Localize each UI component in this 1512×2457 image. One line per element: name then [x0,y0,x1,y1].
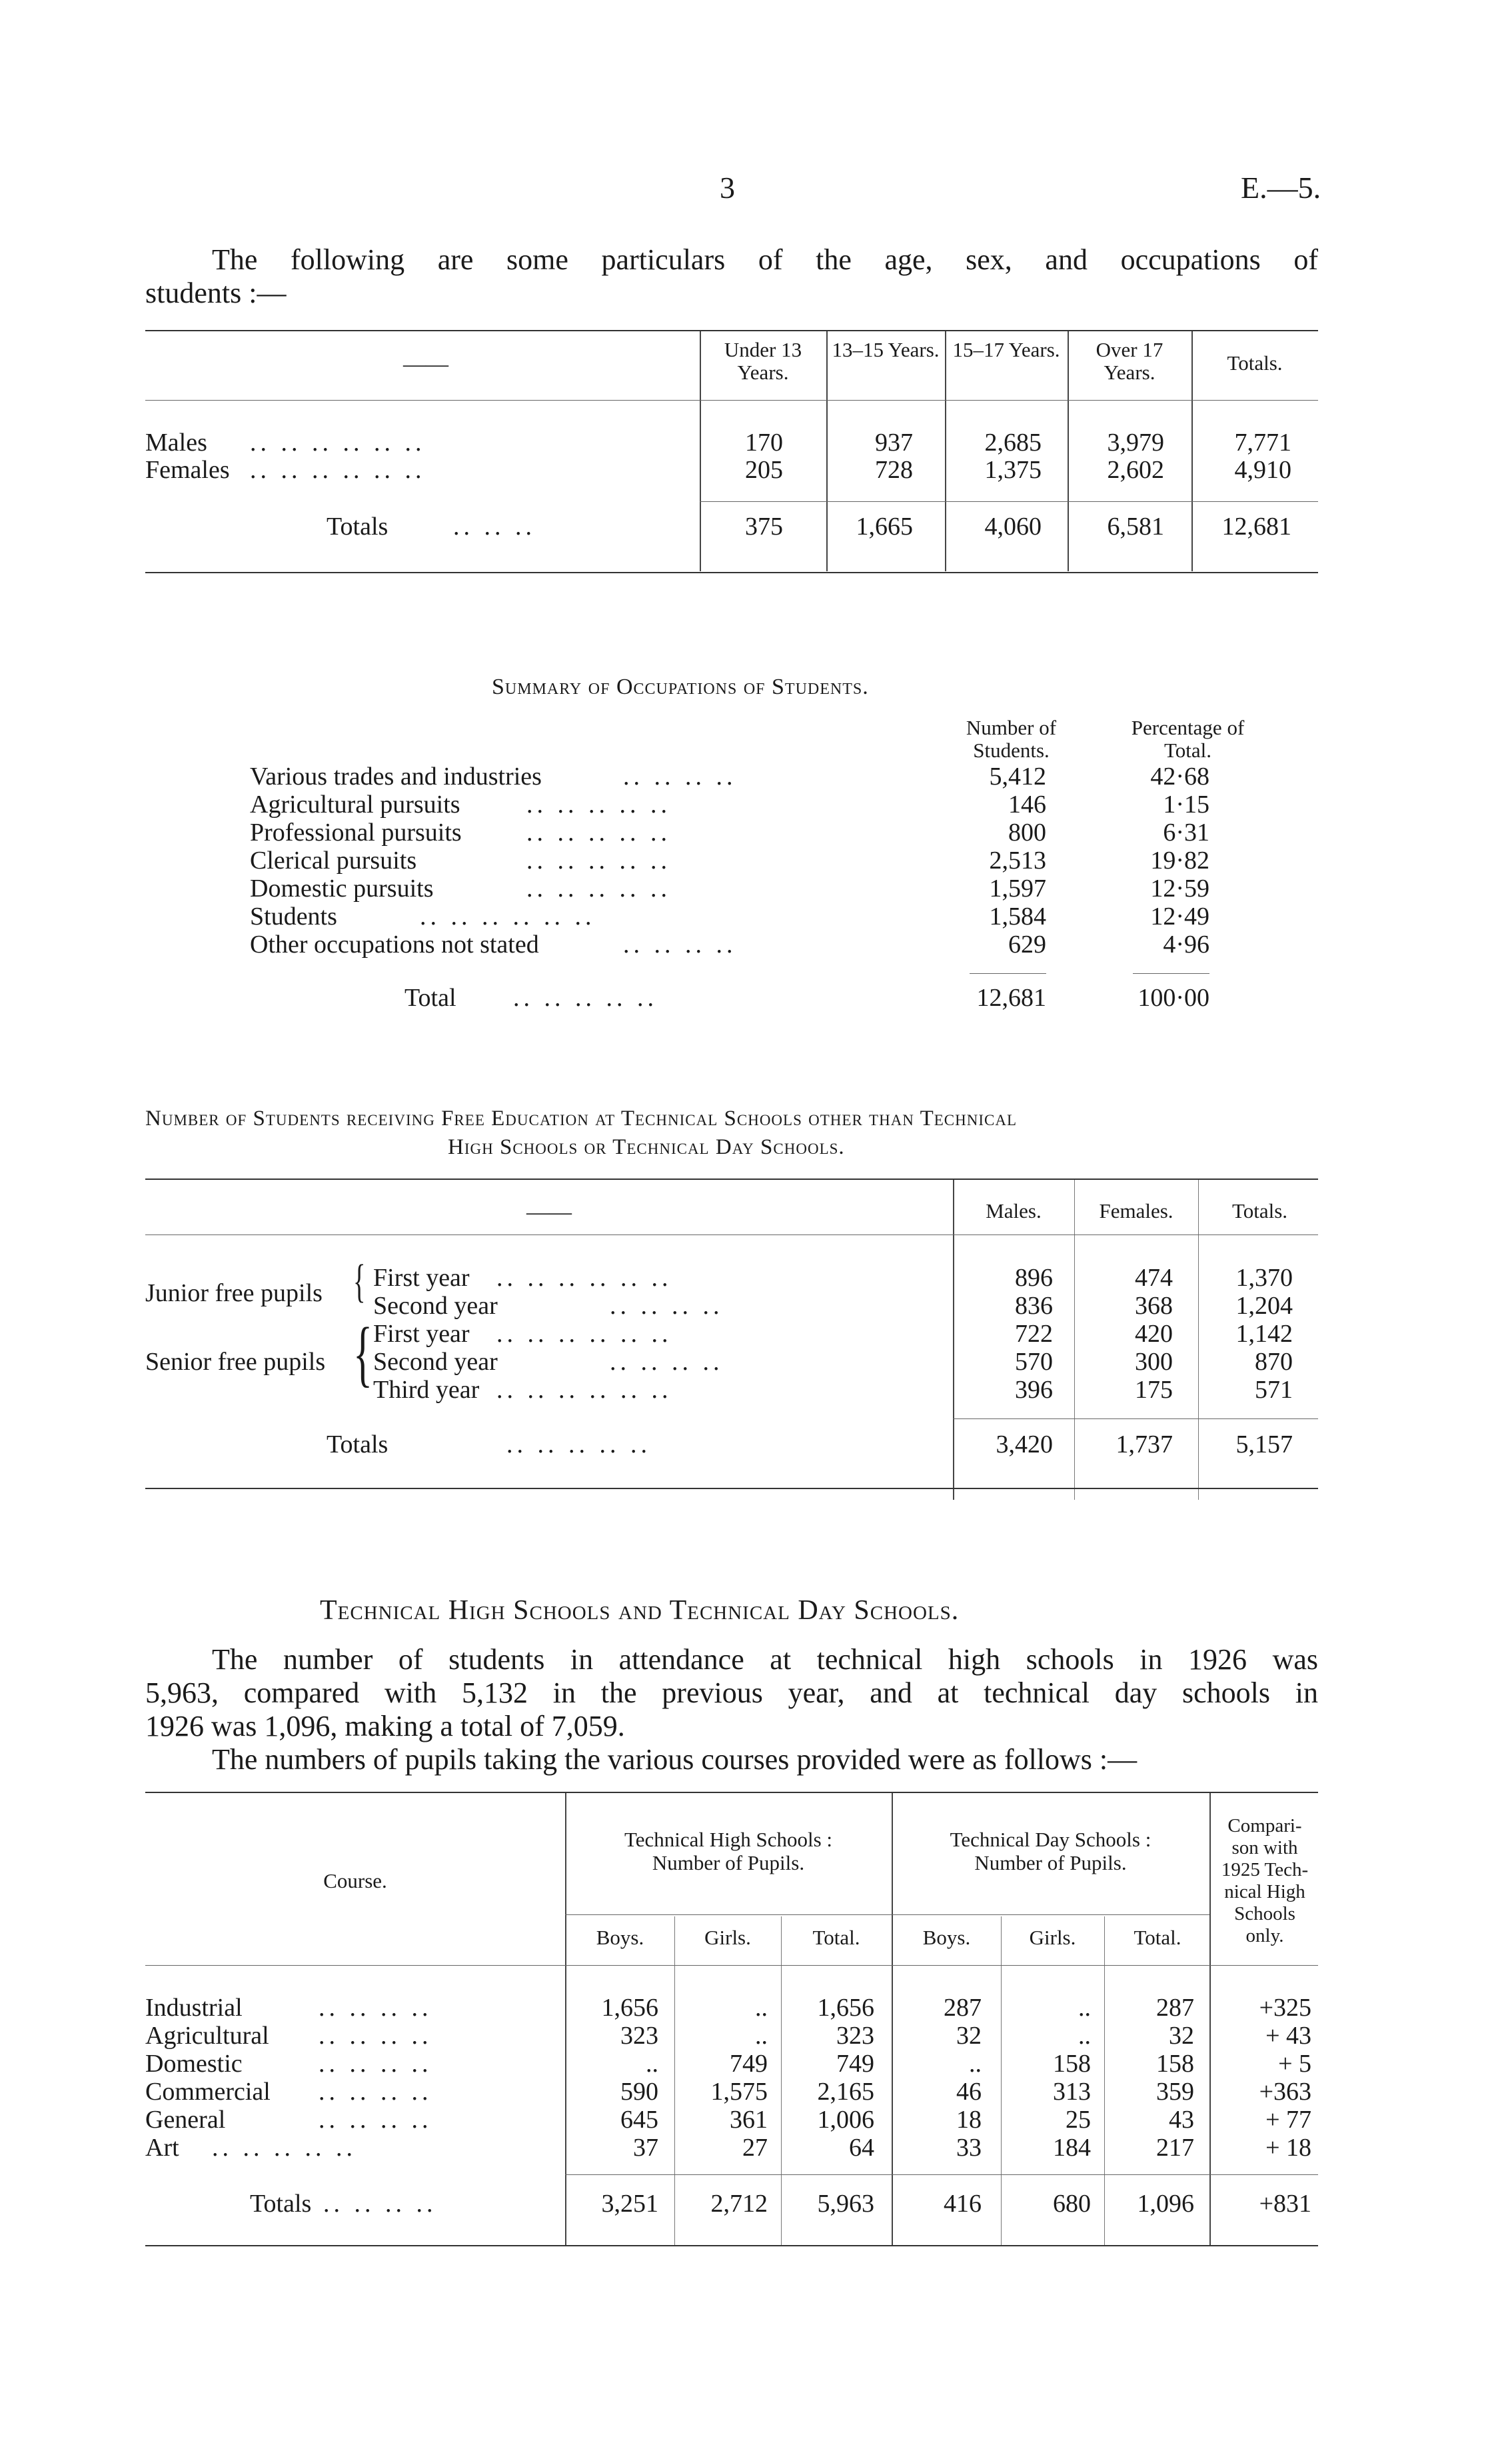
free-education-title-line1: Number of Students receiving Free Education at Technical Schools other than Technical [145,1107,1017,1131]
cell: 375 [745,513,783,541]
cell: 12,681 [1221,513,1291,541]
cell: 3,979 [1107,429,1164,457]
cell: 4,910 [1234,456,1291,484]
cell: 6,581 [1107,513,1164,541]
cell: 2,602 [1107,456,1164,484]
header-13-15: 13–15 Years. [832,338,940,361]
header-high-line2: Number of Pupils. [652,1851,805,1874]
row-label: Males [145,429,207,457]
header-totals: Totals. [1227,351,1283,375]
cell: 205 [745,456,783,484]
totals-label: Totals [327,513,388,541]
header-day-line2: Number of Pupils. [974,1851,1127,1874]
page-number: 3 [720,171,735,205]
technical-title: Technical High Schools and Technical Day Schools. [320,1595,960,1626]
brace-icon: { [353,1312,373,1394]
occupations-title: Summary of Occupations of Students. [492,675,869,699]
document-code: E.—5. [1241,171,1321,205]
group-label: Junior free pupils [145,1279,323,1307]
row-label: Females [145,456,230,484]
cell: 728 [875,456,913,484]
cell: 170 [745,429,783,457]
cell: 1,375 [984,456,1042,484]
brace-icon: { [353,1256,366,1307]
header-females: Females. [1099,1199,1173,1223]
group-label: Senior free pupils [145,1348,326,1376]
free-education-title-line2: High Schools or Technical Day Schools. [448,1135,845,1159]
header-course: Course. [323,1869,387,1892]
header-males: Males. [986,1199,1042,1223]
cell: 2,685 [984,429,1042,457]
header-15-17: 15–17 Years. [952,338,1060,361]
age-table-dash: —— [403,352,448,377]
header-high-line1: Technical High Schools : [624,1828,833,1851]
cell: 7,771 [1234,429,1291,457]
cell: 1,665 [856,513,913,541]
header-day-line1: Technical Day Schools : [950,1828,1151,1851]
header-number-of-students: Number of Students. [966,716,1057,762]
header-percentage: Percentage of Total. [1131,716,1245,762]
intro-text-continued: students :— [145,277,287,309]
document-page: 3 E.—5. The following are some particulars of the age, sex, and occupations of students :— —— Under 13 Years. 13–15 Years. 15–17 Years. Over 17 Years. Totals. Males .. .. .. .. .. .. 170 937 2,685 3,979 7,771 Females .. .. .. .. .. .. 205 728 1,375 2,602 4,910 Totals .. .. .. 375 1,665 4,060 6,581 12,681 Summary of Occupations of Students. Number of Students. Percentage of Total. Various trades and industries .. .. .. .. 5,412 42·68 Agricultural pursuits .. .. .. .. .. 146 1·15 Professional pursuits .. .. .. .. .. 800 6·31 Clerical pursuits .. .. .. .. .. 2,513 19·82 Domestic pursuits .. .. .. .. .. 1,597 12·59 Students .. .. .. .. .. .. 1,584 12·49 Other occupations not stated .. .. .. .. 629 4·96 Total .. .. .. .. .. 12,681 100·00 Number of Students receiving Free Education at Technical Schools other than Technical High Schools or Technical Day Schools. —— Males. Females. Totals. Junior free pupils { First year .. .. .. .. .. .. 896 474 1,370 Second year .. .. .. .. 836 368 1,204 Senior free pupils { First year .. .. .. .. .. .. 722 420 1,142 Second year .. .. .. .. 570 300 870 Third year .. .. .. .. .. .. 396 175 571 Totals .. .. .. .. .. 3,420 1,737 5,157 Technical High Schools and Technical Day Schools. The number of students in attendance at technical high schools in 1926 was 5,963, compared with 5,132 in the previous year, and at technical day schools in 1926 was 1,096, making a total of 7,059. The numbers of pupils taking the various courses provided were as follows :— Course. Technical High Schools : Number of Pupils. Technical Day Schools : Number of Pupils. Compari- son with 1925 Tech- nical High Schools only. Boys. Girls. Total. Boys. Girls. Total. Industrial .. .. .. .. 1,656 .. 1,656 287 .. 287 +325 Agricultural .. .. .. .. 323 .. 323 32 .. 32 + 43 Domestic .. .. .. .. .. 749 749 .. 158 158 + 5 Commercial .. .. .. .. 590 1,575 2,165 46 313 359 +363 General .. .. .. .. 645 361 1,006 18 25 43 + 77 Art .. .. .. .. .. 37 27 64 33 184 217 + 18 Totals .. .. .. .. 3,251 2,712 5,963 416 680 1,096 +831 [0,0,1512,2457]
header-totals: Totals. [1231,1199,1288,1223]
intro-text: The following are some particulars of the age, sex, and occupations of [212,243,1318,276]
header-over-17: Over 17 Years. [1096,338,1163,384]
header-under-13: Under 13 Years. [724,338,802,384]
cell: 4,060 [984,513,1042,541]
cell: 937 [875,429,913,457]
